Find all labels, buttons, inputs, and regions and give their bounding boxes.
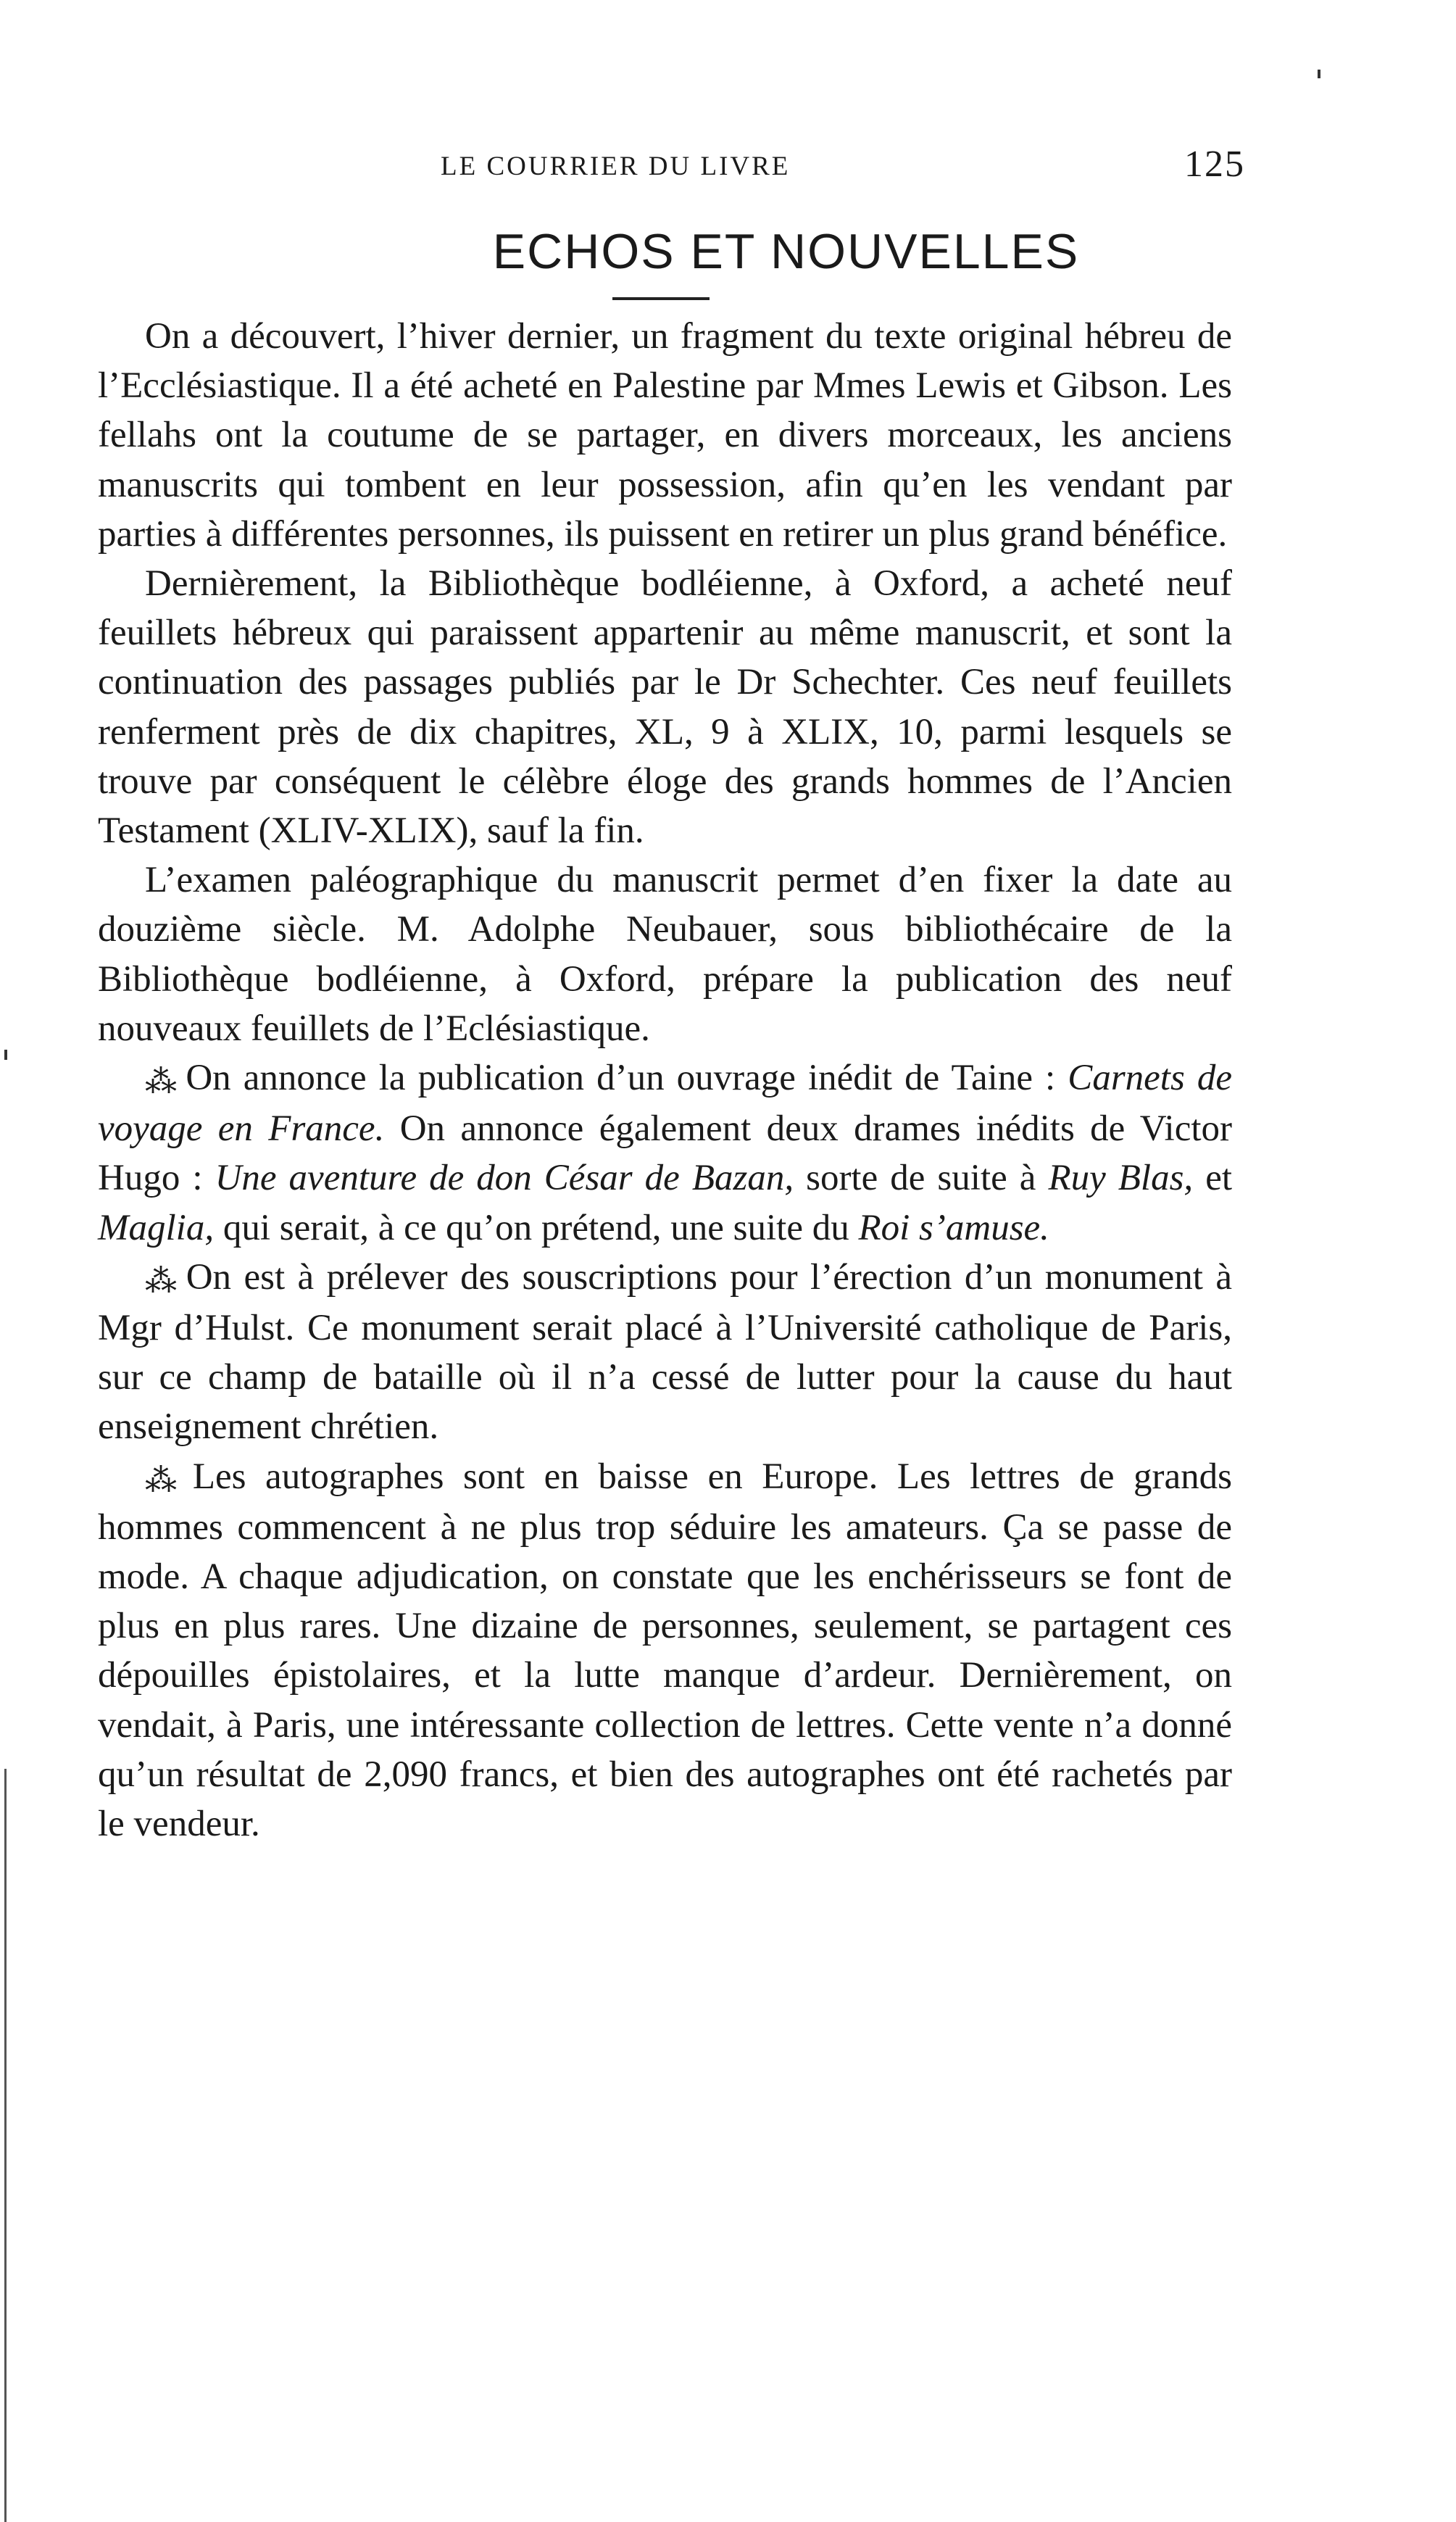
paragraph-text: Les autographes sont en baisse en Europe. Les lettres de grands hommes commencent à ne plus trop séduire les amateurs. Ça se passe de mode. A chaque adjudication, on constate que les enchérisseurs se font de plus en plus rares. Une dizaine de personnes, seulement, se partagent ces dépouilles épistolaires, et la lutte manque d’ardeur. Dernièrement, on vendait, à Paris, une intéressante collection de lettres. Cette vente n’a donné qu’un résultat de 2,090 francs, et bien des autographes ont été rachetés par le vendeur. [98,1456,1233,1845]
title-italic: Ruy Blas, [1048,1158,1194,1199]
running-header [441,145,1245,188]
paragraph [98,1253,1232,1452]
asterism-icon: ⁂ [145,1064,176,1100]
paragraph: On a découvert, l’hiver dernier, un fragment du texte original hébreu de l’Ecclésiastique. Il a été acheté en Palestine par Mmes Lewis et Gibson. Les fellahs ont la coutume de se partager, en divers morceaux, les anciens manuscrits qui tombent en leur possession, afin qu’en les vendant par parties à différentes personnes, ils puissent en retirer un plus grand bénéfice. [98,316,1232,555]
print-speck [1318,70,1320,78]
asterism-icon: ⁂ [145,1263,176,1299]
title-rule [612,297,710,300]
running-title: LE COURRIER DU LIVRE [441,152,791,181]
paragraph-text: On annonce la publication d’un ouvrage inédit de Taine : [186,1058,1068,1099]
paragraph: Dernièrement, la Bibliothèque bodléienne, à Oxford, a acheté neuf feuillets hébreux qui paraissent appartenir au même manuscrit, et sont la continuation des passages publiés par le Dr Schechter. Ces neuf feuillets renferment près de dix chapitres, XL, 9 à XLIX, 10, parmi lesquels se trouve par conséquent le célèbre éloge des grands hommes de l’Ancien Testament (XLIV-XLIX), sauf la fin. [98,563,1232,852]
print-speck [4,1050,7,1060]
paragraph-text: On est à prélever des souscriptions pour l’érection d’un monument à Mgr d’Hulst. Ce monument serait placé à l’Université catholique de Paris, sur ce champ de bataille où il n’a cessé de lutter pour la cause du haut enseignement chrétien. [98,1256,1232,1448]
scan-edge-line [4,1769,7,2522]
paragraph-text: et [1193,1158,1233,1199]
paragraph: L’examen paléographique du manuscrit permet d’en fixer la date au douzième siècle. M. Adolphe Neubauer, sous bibliothécaire de la Bibliothèque bodléienne, à Oxford, prépare la publication des neuf nouveaux feuillets de l’Eclésiastique. [98,860,1232,1049]
asterism-icon: ⁂ [145,1462,183,1498]
paragraph-text: qui serait, à ce qu’on prétend, une suite du [214,1207,859,1248]
page-number: 125 [1184,144,1245,185]
paragraph [98,1452,1232,1849]
paragraph-text: sorte de suite à [794,1158,1049,1199]
title-italic: Carnets de voyage en France. [98,1058,1233,1150]
section-title: ECHOS ET NOUVELLES [492,224,1080,279]
title-italic: Roi s’amuse. [858,1207,1049,1248]
title-italic: Une aventure de don César de Bazan, [215,1158,794,1199]
title-italic: Maglia, [98,1207,215,1248]
article-body [98,312,1232,1849]
paragraph [98,1053,1232,1253]
paragraph-text: On annonce également deux drames inédits de Victor Hugo : [98,1108,1232,1199]
